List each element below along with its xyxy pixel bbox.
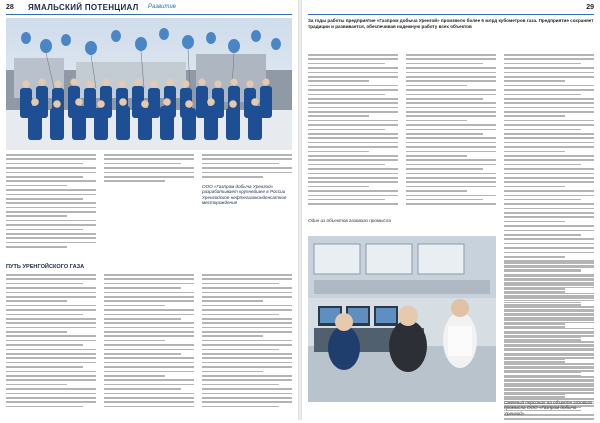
control-room-photo bbox=[308, 236, 496, 402]
left-text-column-5 bbox=[104, 274, 194, 410]
header-rule-right bbox=[308, 14, 594, 15]
left-photo-caption: ООО «Газпром добыча Уренгой» разрабатывает крупнейшее в России Уренгойское нефтегазоконденсатное месторождение bbox=[202, 184, 287, 206]
left-page-number: 28 bbox=[6, 4, 14, 11]
magazine-title: ЯМАЛЬСКИЙ ПОТЕНЦИАЛ bbox=[28, 3, 139, 12]
control-room-illustration bbox=[308, 236, 496, 402]
article-intro: За годы работы предприятие «Газпром добыча Уренгой» произвело более 6 млрд кубометров газа. Предприятие сохраняет традиции и развивается, обеспечивая надежную работу всех объектов bbox=[308, 18, 594, 29]
right-text-column-1 bbox=[308, 54, 398, 208]
right-text-column-2 bbox=[406, 54, 496, 208]
right-page-number: 29 bbox=[586, 4, 594, 11]
left-text-column-2 bbox=[104, 154, 194, 185]
right-page bbox=[302, 0, 600, 420]
left-text-column-1 bbox=[6, 154, 96, 251]
left-text-column-6 bbox=[202, 274, 292, 410]
group-photo bbox=[6, 18, 292, 150]
section-heading: ПУТЬ УРЕНГОЙСКОГО ГАЗА bbox=[6, 264, 85, 270]
right-photo-caption-top: Один из объектов газового промысла bbox=[308, 218, 391, 223]
left-text-column-4 bbox=[6, 274, 96, 410]
left-page bbox=[0, 0, 298, 420]
left-text-column-3 bbox=[202, 154, 292, 180]
section-label: Развитие bbox=[148, 4, 177, 10]
header-rule bbox=[6, 14, 292, 15]
right-photo-caption-bottom: Сменный персонал на объекте газового промысла ООО «Газпром добыча Уренгой» bbox=[504, 400, 593, 416]
right-text-column-4 bbox=[504, 262, 594, 411]
group-photo-illustration bbox=[6, 18, 292, 150]
